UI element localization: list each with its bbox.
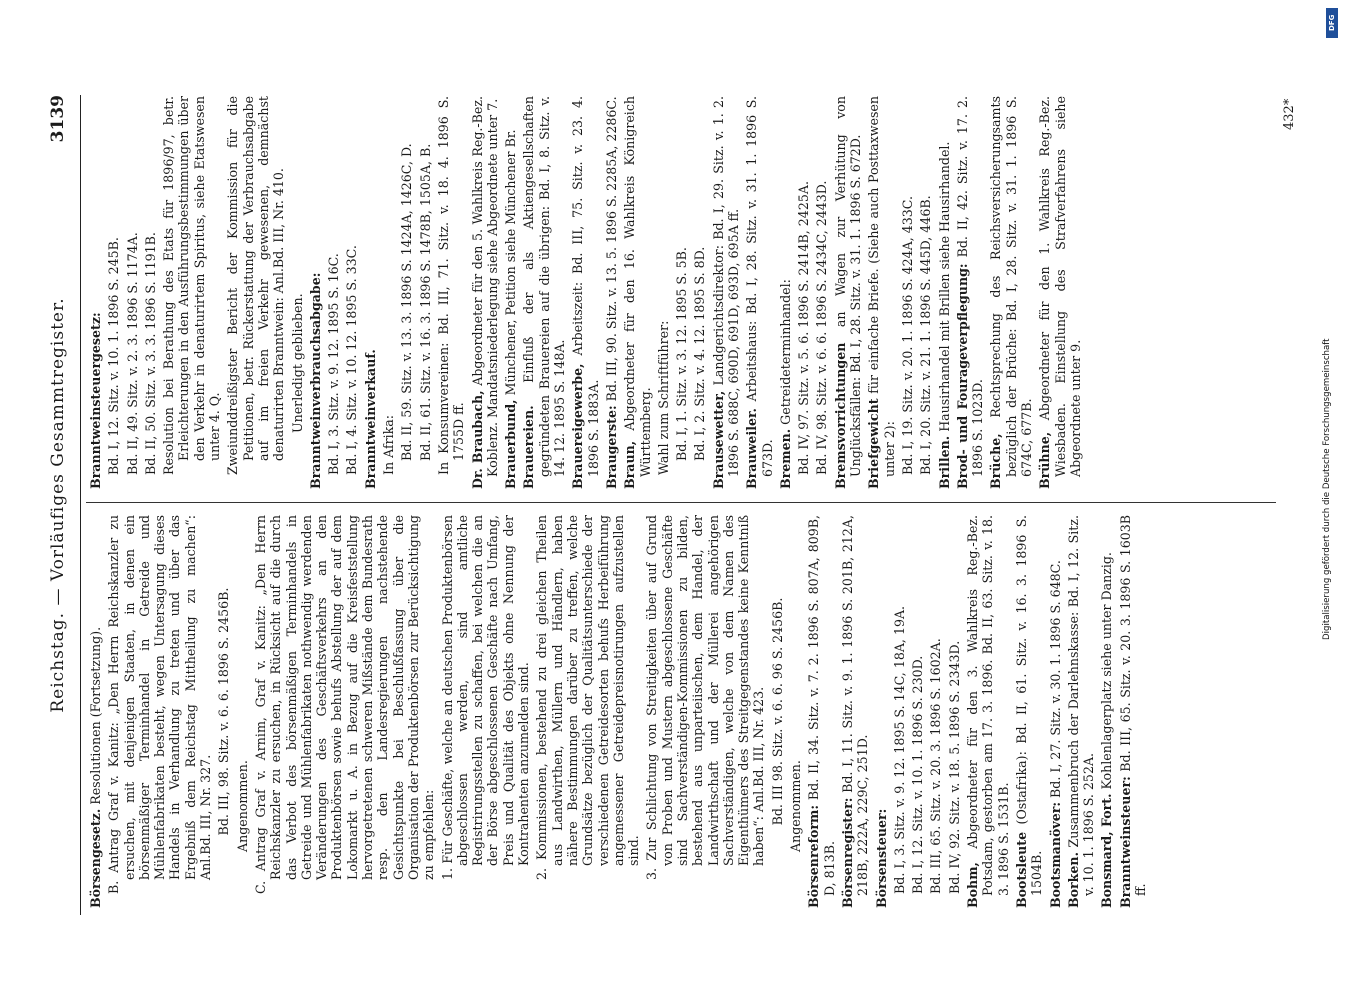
index-entry bbox=[806, 515, 837, 908]
index-entry bbox=[143, 96, 158, 489]
entry-text: Unerledigt geblieben. bbox=[289, 293, 305, 433]
index-entry bbox=[106, 515, 213, 908]
index-entry bbox=[656, 96, 671, 489]
entry-text: Abgeordneter für den 5. Wahlkreis Reg.-Bez. Koblenz. Mandatsniederlegung siehe Abgeordnete unter 7. bbox=[469, 96, 500, 477]
page-header bbox=[42, 95, 76, 915]
entry-heading: Brod- und Fourageverpflegung: bbox=[954, 263, 970, 489]
entry-heading: Dr. Braubach, bbox=[469, 390, 485, 489]
entry-heading: Bootsleute bbox=[1013, 831, 1029, 908]
index-entry bbox=[363, 96, 378, 489]
entry-text: Bd. II, 50. Sitz. v. 3. 3. 1896 S. 1191B. bbox=[142, 232, 158, 475]
index-entry bbox=[216, 515, 231, 908]
index-entry bbox=[521, 96, 567, 489]
entry-heading: Brauereigewerbe, bbox=[570, 363, 586, 489]
entry-heading: Borken. bbox=[1065, 852, 1081, 908]
signature-mark: 432* bbox=[1282, 98, 1297, 130]
index-entry bbox=[570, 96, 601, 489]
index-entry bbox=[604, 96, 619, 489]
entry-heading: Börsenregister: bbox=[839, 797, 855, 908]
entry-text: Arbeitshaus: Bd. I, 28. Sitz. v. 31. 1. 1896 S. 673D. bbox=[744, 96, 775, 477]
index-entry bbox=[866, 96, 897, 489]
entry-text: Bd. III 98. Sitz. v. 6. 6. 96 S. 2456B. bbox=[769, 597, 785, 826]
entry-text: C. Antrag Graf v. Arnim, Graf v. Kanitz: „Den Herrn Reichskanzler zu ersuchen, in Rücksicht auf die durch das Verbot des börsenmäßigen Terminhandels in Getreide und Mühlenfabrikaten nothwendig werdenden Veränderungen des Geschäftsverkehrs an den Produktenbörsen sowie behufs Abstellung der auf dem Lokomarkt u. A. in Bezug auf die Kreisfeststellung hervorgetretenen schweren Mißstände dem Bundesrath resp. den Landesregierungen nachstehende Gesichtspunkte bei Beschlußfassung über die Organisation der Produktenbörsen zur Berücksichtigung zu empfehlen: bbox=[252, 515, 437, 894]
index-entry bbox=[503, 96, 518, 489]
entry-text: Abgeordneter für den 3. Wahlkreis Reg.-Bez. Potsdam, gestorben am 17. 3. 1896. Bd. II, 63. Sitz. v. 18. 3. 1896 S. 1531B. bbox=[965, 515, 1011, 896]
entry-text: Angenommen. bbox=[234, 760, 250, 852]
entry-text: Hausirhandel mit Brillen siehe Hausirhandel. bbox=[936, 141, 952, 436]
header-rule bbox=[80, 95, 81, 915]
index-entry bbox=[1048, 515, 1063, 908]
digitization-note: Digitalisierung gefördert durch die Deutsche Forschungsgemeinschaft bbox=[1322, 338, 1332, 640]
entry-text: Rechtsprechung des Reichsversicherungsamts bezüglich der Brüche: Bd. I, 28. Sitz. v. 31. 1. 1896 S. 674C, 677B. bbox=[988, 96, 1035, 477]
index-entry bbox=[88, 515, 103, 908]
entry-heading: Bremsvorrichtungen bbox=[832, 342, 848, 489]
entry-text: Kohlenlagerplatz siehe unter Danzig. bbox=[1099, 552, 1115, 794]
entry-text: Bd. II, 59. Sitz. v. 13. 3. 1896 S. 1424A, 1426C, D. bbox=[399, 143, 415, 461]
entry-heading: Braun, bbox=[622, 440, 638, 489]
entry-text: Bd. IV, 97. Sitz. v. 5. 6. 1896 S. 2414B, 2425A. bbox=[796, 181, 812, 475]
column-divider bbox=[86, 502, 1276, 503]
entry-text: Bd. I, 1. Sitz. v. 3. 12. 1895 S. 5B. bbox=[674, 247, 690, 461]
entry-text: Landgerichtsdirektor: Bd. I, 29. Sitz. v. 1. 2. 1896 S. 688C, 690D, 691D, 693D, 695A ff. bbox=[710, 96, 741, 477]
index-entry bbox=[106, 96, 121, 489]
index-entry bbox=[918, 96, 933, 489]
entry-heading: Brausewetter, bbox=[710, 390, 726, 489]
index-entry bbox=[470, 96, 501, 489]
entry-heading: Börsenreform: bbox=[806, 804, 822, 908]
entry-text: Bd. I, 3. Sitz. v. 9. 12. 1895 S. 16C. bbox=[326, 253, 342, 475]
index-entry bbox=[225, 96, 286, 489]
entry-heading: Branntweinsteuer: bbox=[1117, 776, 1133, 908]
entry-heading: Bohm, bbox=[965, 862, 981, 908]
entry-text: Bd. III, 65. Sitz. v. 20. 3. 1896 S. 1602A. bbox=[928, 638, 944, 894]
index-entry bbox=[937, 96, 952, 489]
entry-text: für einfache Briefe. (Siehe auch Posttaxwesen unter 2): bbox=[866, 96, 897, 477]
right-column bbox=[88, 96, 1283, 489]
entry-text: Bd. I, 20. Sitz. v. 21. 1. 1896 S. 445D, 446B. bbox=[918, 195, 934, 475]
index-entry bbox=[326, 96, 341, 489]
entry-heading: Brauerbund, bbox=[503, 399, 519, 489]
entry-text: Bd. II, 34. Sitz. v. 7. 2. 1896 S. 807A, 809B, D, 813B. bbox=[806, 515, 837, 896]
entry-text: 3. Zur Schlichtung von Streitigkeiten über auf Grund von Proben und Mustern abgeschlossene Geschäfte sind Sachverständigen-Kommissionen zu bilden, bestehend aus unparteiischen, dem Handel, der Landwirthschaft und der Müllerei angehörigen Sachverständigen, welche von dem Namen des Eigenthümers des Streitgegenstandes keine Kenntniß haben“: Anl.Bd. III, Nr. 423. bbox=[644, 515, 767, 880]
entry-text: 1. Für Geschäfte, welche an deutschen Produktenbörsen abgeschlossen werden, sind amtliche Registrirungsstellen zu schaffen, bei welchen die an der Börse abgeschlossenen Geschäfte nach Umfang, Preis und Qualität des Objekts ohne Nennung der Kontrahenten anzumelden sind. bbox=[439, 515, 532, 880]
entry-heading: Brauereien. bbox=[521, 405, 537, 489]
entry-text: Abgeordneter für den 1. Wahlkreis Reg.-Bez. Wiesbaden. Einstellung des Strafverfahrens siehe Abgeordnete unter 9. bbox=[1037, 96, 1083, 477]
index-entry bbox=[770, 515, 785, 908]
index-entry bbox=[892, 515, 907, 908]
side-margin bbox=[1318, 0, 1348, 1000]
entry-text: Bd. I, 19. Sitz. v. 20. 1. 1896 S. 424A, 433C. bbox=[899, 196, 915, 475]
index-entry bbox=[308, 96, 323, 489]
entry-heading: Braugerste: bbox=[603, 405, 619, 489]
entry-text: Bd. IV, 92. Sitz. v. 18. 5. 1896 S. 2343D. bbox=[946, 640, 962, 894]
entry-heading: Briefgewicht bbox=[866, 398, 882, 489]
index-entry bbox=[622, 96, 653, 489]
index-entry bbox=[928, 515, 943, 908]
entry-heading: Branntweinverkauf. bbox=[362, 349, 378, 489]
index-entry bbox=[399, 96, 414, 489]
entry-heading: Bonsmard, Fort. bbox=[1099, 793, 1115, 908]
entry-text: Wahl zum Schriftführer: bbox=[655, 320, 671, 475]
index-entry bbox=[436, 96, 467, 489]
index-entry bbox=[1014, 515, 1045, 908]
entry-text: Resolutionen (Fortsetzung). bbox=[88, 626, 103, 809]
left-column bbox=[88, 515, 1283, 908]
index-entry bbox=[874, 515, 889, 908]
index-entry bbox=[965, 515, 1011, 908]
entry-text: Bd. I, 12. Sitz. v. 10. 1. 1896 S. 230D. bbox=[910, 655, 926, 894]
entry-text: Bd. I, 4. Sitz. v. 10. 12. 1895 S. 33C. bbox=[344, 245, 360, 475]
entry-text: Zusammenbruch der Darlehnskasse: Bd. I, 12. Sitz. v. 10. 1. 1896 S. 252A. bbox=[1065, 515, 1097, 896]
entry-text: 2. Kommissionen, bestehend zu drei gleichen Theilen aus Landwirthen, Müllern und Händlern, haben nähere Bestimmungen darüber zu treffen, welche Grundsätze bezüglich der Qualitätsunterschiede der verschiedenen Getreidesorten behufs Herbeiführung angemessener Getreidepreisnotirungen aufzustellen sind. bbox=[534, 515, 642, 880]
index-entry bbox=[290, 96, 305, 489]
entry-heading: Brauweiler. bbox=[744, 408, 760, 489]
entry-text: Bd. IV, 98. Sitz. v. 6. 6. 1896 S. 2434C, 2443D. bbox=[814, 180, 830, 475]
entry-text: Arbeitszeit: Bd. III, 75. Sitz. v. 23. 4. 1896 S. 1883A. bbox=[570, 96, 601, 477]
entry-text: In Konsumvereinen: Bd. III, 71. Sitz. v. 18. 4. 1896 S. 1755D ff. bbox=[435, 96, 467, 475]
running-title: Reichstag. — Vorläufiges Gesammtregister. bbox=[48, 297, 68, 713]
entry-heading: Brillen. bbox=[936, 435, 952, 489]
entry-heading: Brühne, bbox=[1037, 431, 1053, 489]
index-entry bbox=[1066, 515, 1097, 908]
entry-text: Münchener, Petition siehe Münchener Br. bbox=[503, 129, 519, 400]
index-entry bbox=[440, 515, 532, 908]
index-entry bbox=[125, 96, 140, 489]
entry-text: an Wagen zur Verhütung von Unglücksfällen: Bd. I, 28. Sitz. v. 31. 1. 1896 S. 672D. bbox=[832, 96, 864, 477]
index-entry bbox=[744, 96, 775, 489]
entry-text: In Afrika: bbox=[381, 414, 397, 475]
index-entry bbox=[833, 96, 864, 489]
entry-text: Bd. II, 42. Sitz. v. 17. 2. 1896 S. 1023D. bbox=[954, 96, 986, 477]
index-entry bbox=[988, 96, 1034, 489]
index-entry bbox=[1118, 515, 1149, 908]
entry-text: Bd. II, 61. Sitz. v. 16. 3. 1896 S. 1478B, 1505A, B. bbox=[417, 143, 433, 461]
index-entry bbox=[253, 515, 437, 908]
entry-text: Angenommen. bbox=[788, 760, 804, 852]
entry-text: Bd. I, 3. Sitz. v. 9. 12. 1895 S. 14C, 18A, 19A. bbox=[891, 605, 907, 894]
index-entry bbox=[674, 96, 689, 489]
entry-text: Bd. III, 90. Sitz. v. 13. 5. 1896 S. 2285A, 2286C. bbox=[603, 96, 619, 406]
entry-heading: Börsensteuer: bbox=[873, 808, 889, 908]
index-entry bbox=[1099, 515, 1114, 908]
entry-text: (Ostafrika): Bd. II, 61. Sitz. v. 16. 3. 1896 S. 1504B. bbox=[1013, 515, 1045, 896]
index-entry bbox=[840, 515, 871, 908]
index-entry bbox=[1037, 96, 1083, 489]
entry-text: Bd. II, 49. Sitz. v. 2. 3. 1896 S. 1174A. bbox=[124, 232, 140, 475]
entry-text: B. Antrag Graf v. Kanitz: „Den Herrn Reichskanzler zu ersuchen, mit denjenigen Staaten, in denen ein börsenmäßiger Terminhandel in Getreide und Mühlenfabrikaten besteht, wegen Untersagung dieses Handels in Verhandlung zu treten und über das Ergebniß dem Reichstag Mittheilung zu machen“: Anl.Bd. III, Nr. 327. bbox=[106, 515, 214, 894]
index-entry bbox=[344, 96, 359, 489]
index-entry bbox=[814, 96, 829, 489]
entry-text: Bd. I, 2. Sitz. v. 4. 12. 1895 S. 8D. bbox=[692, 246, 708, 461]
entry-text: Bd. III, 65. Sitz. v. 20. 3. 1896 S. 1603B ff. bbox=[1117, 515, 1148, 896]
entry-text: Bd. I, 11. Sitz. v. 9. 1. 1896 S. 201B, 212A, 218B, 222A, 229C, 251D. bbox=[839, 515, 871, 896]
entry-text: Einfluß der als Aktiengesellschaften gegründeten Brauereien auf die übrigen: Bd. I, 8. Sitz. v. 14. 12. 1895 S. 148A. bbox=[521, 96, 568, 477]
index-entry bbox=[796, 96, 811, 489]
entry-text: Getreideterminhandel: bbox=[777, 279, 793, 429]
entry-heading: Branntweinverbrauchsabgabe: bbox=[307, 272, 323, 489]
index-entry bbox=[711, 96, 742, 489]
entry-heading: Bootsmanöver: bbox=[1047, 801, 1063, 908]
index-entry bbox=[534, 515, 641, 908]
index-entry bbox=[88, 96, 103, 489]
entry-heading: Börsengesetz. bbox=[88, 808, 103, 908]
index-entry bbox=[955, 96, 986, 489]
index-entry bbox=[418, 96, 433, 489]
index-entry bbox=[778, 96, 793, 489]
entry-text: Resolution bei Berathung des Etats für 1896/97, betr. Erleichterungen in den Ausführungsbestimmungen über den Verkehr in denaturirtem Spiritus, siehe Etatswesen unter 4. Q. bbox=[161, 96, 223, 475]
entry-heading: Branntweinsteuergesetz: bbox=[88, 312, 103, 489]
index-entry bbox=[381, 96, 396, 489]
entry-heading: Bremen. bbox=[777, 428, 793, 489]
index-entry bbox=[644, 515, 766, 908]
entry-text: Zweiunddreißigster Bericht der Kommission für die Petitionen, betr. Rückerstattung der Verbrauchsabgabe auf im freien Verkehr gewesenen, demnächst denaturirten Branntwein: Anl.Bd. III, Nr. 410. bbox=[225, 96, 287, 475]
index-entry bbox=[947, 515, 962, 908]
index-entry bbox=[788, 515, 803, 908]
index-entry bbox=[910, 515, 925, 908]
index-entry bbox=[235, 515, 250, 908]
page-number: 3139 bbox=[48, 95, 68, 143]
index-entry bbox=[692, 96, 707, 489]
entry-text: Abgeordneter für den 16. Wahlkreis Königreich Württemberg. bbox=[622, 96, 653, 477]
dfg-logo: DFG bbox=[1326, 8, 1338, 38]
entry-heading: Brüche, bbox=[988, 433, 1004, 489]
index-entry bbox=[900, 96, 915, 489]
entry-text: Bd. I, 12. Sitz. v. 10. 1. 1896 S. 245B. bbox=[106, 237, 122, 475]
index-entry bbox=[161, 96, 222, 489]
entry-text: Bd. I, 27. Sitz. v. 30. 1. 1896 S. 648C. bbox=[1047, 560, 1063, 802]
entry-text: Bd. III, 98. Sitz. v. 6. 6. 1896 S. 2456B. bbox=[216, 587, 232, 836]
